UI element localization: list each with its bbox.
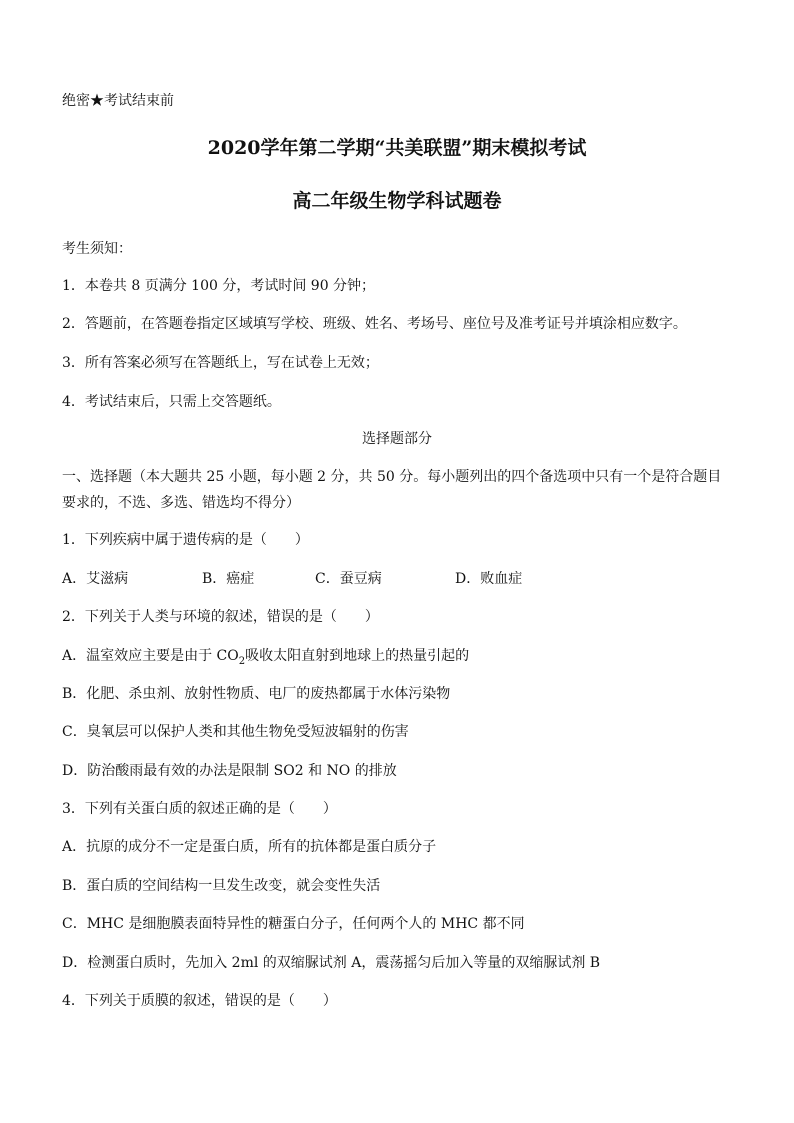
exam-subtitle: 高二年级生物学科试题卷 bbox=[292, 190, 502, 212]
question-4-stem: 4．下列关于质膜的叙述，错误的是（ ） bbox=[62, 993, 337, 1009]
question-1-option-c: C．蚕豆病 bbox=[315, 571, 382, 587]
section-instructions: 一、选择题（本大题共 25 小题，每小题 2 分，共 50 分。每小题列出的四个备选项中只有一个是符合题目要求的，不选、多选、错选均不得分） bbox=[62, 469, 722, 511]
exam-title: 2020学年第二学期“共美联盟”期末模拟考试 bbox=[207, 137, 587, 159]
notice-item-2: 2．答题前，在答题卷指定区域填写学校、班级、姓名、考场号、座位号及准考证号并填涂相应数字。 bbox=[62, 316, 687, 332]
question-1-stem: 1．下列疾病中属于遗传病的是（ ） bbox=[62, 532, 309, 548]
notice-heading: 考生须知： bbox=[62, 241, 132, 257]
co2-subscript: 2 bbox=[238, 655, 246, 667]
question-2-option-d: D．防治酸雨最有效的办法是限制 SO2 和 NO 的排放 bbox=[62, 763, 397, 779]
question-2-option-a-post: 吸收太阳直射到地球上的热量引起的 bbox=[245, 648, 470, 664]
question-3-stem: 3．下列有关蛋白质的叙述正确的是（ ） bbox=[62, 801, 337, 817]
question-2-option-a-pre: A．温室效应主要是由于 CO bbox=[62, 648, 239, 664]
question-3-option-a: A．抗原的成分不一定是蛋白质，所有的抗体都是蛋白质分子 bbox=[62, 839, 437, 855]
question-3-option-c: C．MHC 是细胞膜表面特异性的糖蛋白分子，任何两个人的 MHC 都不同 bbox=[62, 916, 525, 932]
question-3-option-d: D．检测蛋白质时，先加入 2ml 的双缩脲试剂 A，震荡摇匀后加入等量的双缩脲试剂 B bbox=[62, 955, 601, 971]
section-title: 选择题部分 bbox=[362, 431, 432, 447]
question-2-stem: 2．下列关于人类与环境的叙述，错误的是（ ） bbox=[62, 609, 379, 625]
question-3-option-b: B．蛋白质的空间结构一旦发生改变，就会变性失活 bbox=[62, 878, 381, 894]
question-2-option-c: C．臭氧层可以保护人类和其他生物免受短波辐射的伤害 bbox=[62, 724, 409, 740]
question-1-option-b: B．癌症 bbox=[202, 571, 255, 587]
notice-item-1: 1．本卷共 8 页满分 100 分，考试时间 90 分钟； bbox=[62, 278, 376, 294]
confidential-label: 绝密★考试结束前 bbox=[62, 93, 174, 109]
notice-item-3: 3．所有答案必须写在答题纸上，写在试卷上无效； bbox=[62, 355, 379, 371]
notice-item-4: 4．考试结束后，只需上交答题纸。 bbox=[62, 394, 281, 410]
question-1-option-a: A．艾滋病 bbox=[62, 571, 129, 587]
question-1-option-d: D．败血症 bbox=[455, 571, 523, 587]
question-2-option-b: B．化肥、杀虫剂、放射性物质、电厂的废热都属于水体污染物 bbox=[62, 686, 451, 702]
question-2-option-a bbox=[62, 646, 734, 666]
question-1-options bbox=[62, 569, 734, 589]
